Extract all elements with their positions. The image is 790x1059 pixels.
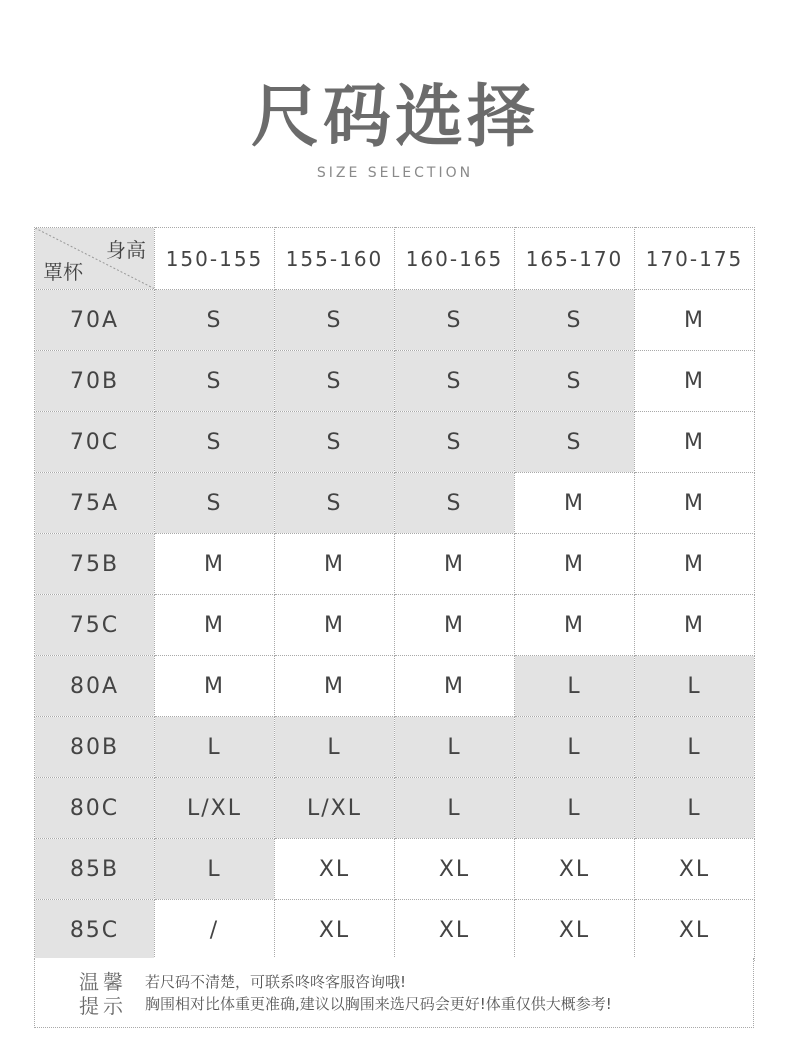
height-header-cell: 150-155 (155, 228, 275, 290)
size-cell: M (275, 534, 395, 595)
page-subtitle: SIZE SELECTION (316, 165, 474, 181)
size-table (34, 227, 755, 961)
size-cell: M (635, 412, 755, 473)
size-cell: M (395, 595, 515, 656)
cup-size-cell: 70C (35, 412, 155, 473)
size-cell: M (635, 534, 755, 595)
size-cell: M (275, 595, 395, 656)
table-row (35, 656, 755, 717)
tips-line-1: 若尺码不清楚，可联系咚咚客服咨询哦! (145, 973, 407, 991)
size-cell: L (155, 717, 275, 778)
cup-size-cell: 80C (35, 778, 155, 839)
size-cell: L (635, 778, 755, 839)
cup-size-cell: 80A (35, 656, 155, 717)
size-cell: S (515, 412, 635, 473)
size-cell: M (515, 595, 635, 656)
cup-size-cell: 85C (35, 900, 155, 961)
size-cell: M (635, 473, 755, 534)
table-row (35, 534, 755, 595)
table-row (35, 351, 755, 412)
cup-size-cell: 75B (35, 534, 155, 595)
size-cell: L (515, 656, 635, 717)
cup-size-cell: 80B (35, 717, 155, 778)
cup-size-cell: 85B (35, 839, 155, 900)
size-cell: S (155, 473, 275, 534)
size-cell: M (155, 595, 275, 656)
size-cell: S (395, 290, 515, 351)
page-title: 尺码选择 (250, 78, 539, 157)
size-cell: XL (395, 839, 515, 900)
size-cell: M (395, 534, 515, 595)
height-header-cell: 170-175 (635, 228, 755, 290)
cup-axis-label: 罩杯 (43, 260, 83, 284)
size-cell: S (515, 351, 635, 412)
size-cell: S (395, 412, 515, 473)
size-cell: L (635, 717, 755, 778)
size-cell: L (515, 778, 635, 839)
size-cell: M (635, 595, 755, 656)
size-cell: S (275, 473, 395, 534)
size-cell: S (275, 290, 395, 351)
table-row (35, 290, 755, 351)
size-chart (34, 227, 754, 961)
size-cell: M (515, 473, 635, 534)
size-cell: S (515, 290, 635, 351)
cup-size-cell: 70A (35, 290, 155, 351)
size-cell: L (395, 778, 515, 839)
cup-size-cell: 75A (35, 473, 155, 534)
height-header-cell: 165-170 (515, 228, 635, 290)
tips-box (34, 958, 754, 1028)
size-cell: XL (635, 839, 755, 900)
table-row (35, 473, 755, 534)
size-cell: M (275, 656, 395, 717)
size-cell: S (395, 473, 515, 534)
cup-size-cell: 75C (35, 595, 155, 656)
table-header-row (35, 228, 755, 290)
table-row (35, 717, 755, 778)
size-cell: M (155, 656, 275, 717)
size-cell: M (635, 290, 755, 351)
size-cell: XL (275, 900, 395, 961)
size-cell: XL (395, 900, 515, 961)
table-row (35, 778, 755, 839)
table-row (35, 900, 755, 961)
size-cell: XL (635, 900, 755, 961)
size-cell: L (395, 717, 515, 778)
table-row (35, 839, 755, 900)
tips-line-2: 胸围相对比体重更准确,建议以胸围来选尺码会更好!体重仅供大概参考! (145, 995, 612, 1013)
tips-label-line-1: 温馨 (79, 970, 127, 994)
tips-label (79, 970, 131, 1018)
size-cell: XL (275, 839, 395, 900)
height-header-cell: 155-160 (275, 228, 395, 290)
size-cell: L (275, 717, 395, 778)
size-cell: S (155, 290, 275, 351)
size-cell: M (155, 534, 275, 595)
size-cell: L/XL (155, 778, 275, 839)
table-row (35, 595, 755, 656)
size-cell: S (155, 412, 275, 473)
size-cell: M (635, 351, 755, 412)
size-cell: L (155, 839, 275, 900)
height-header-cell: 160-165 (395, 228, 515, 290)
size-cell: XL (515, 900, 635, 961)
size-cell: XL (515, 839, 635, 900)
size-cell: / (155, 900, 275, 961)
tips-label-line-2: 提示 (79, 994, 127, 1018)
corner-header-cell (35, 228, 155, 290)
size-cell: L (515, 717, 635, 778)
height-axis-label: 身高 (106, 238, 146, 262)
table-row (35, 412, 755, 473)
size-cell: L (635, 656, 755, 717)
size-cell: L/XL (275, 778, 395, 839)
size-cell: S (155, 351, 275, 412)
size-cell: S (275, 351, 395, 412)
size-cell: M (515, 534, 635, 595)
size-cell: S (275, 412, 395, 473)
size-cell: S (395, 351, 515, 412)
cup-size-cell: 70B (35, 351, 155, 412)
size-cell: M (395, 656, 515, 717)
